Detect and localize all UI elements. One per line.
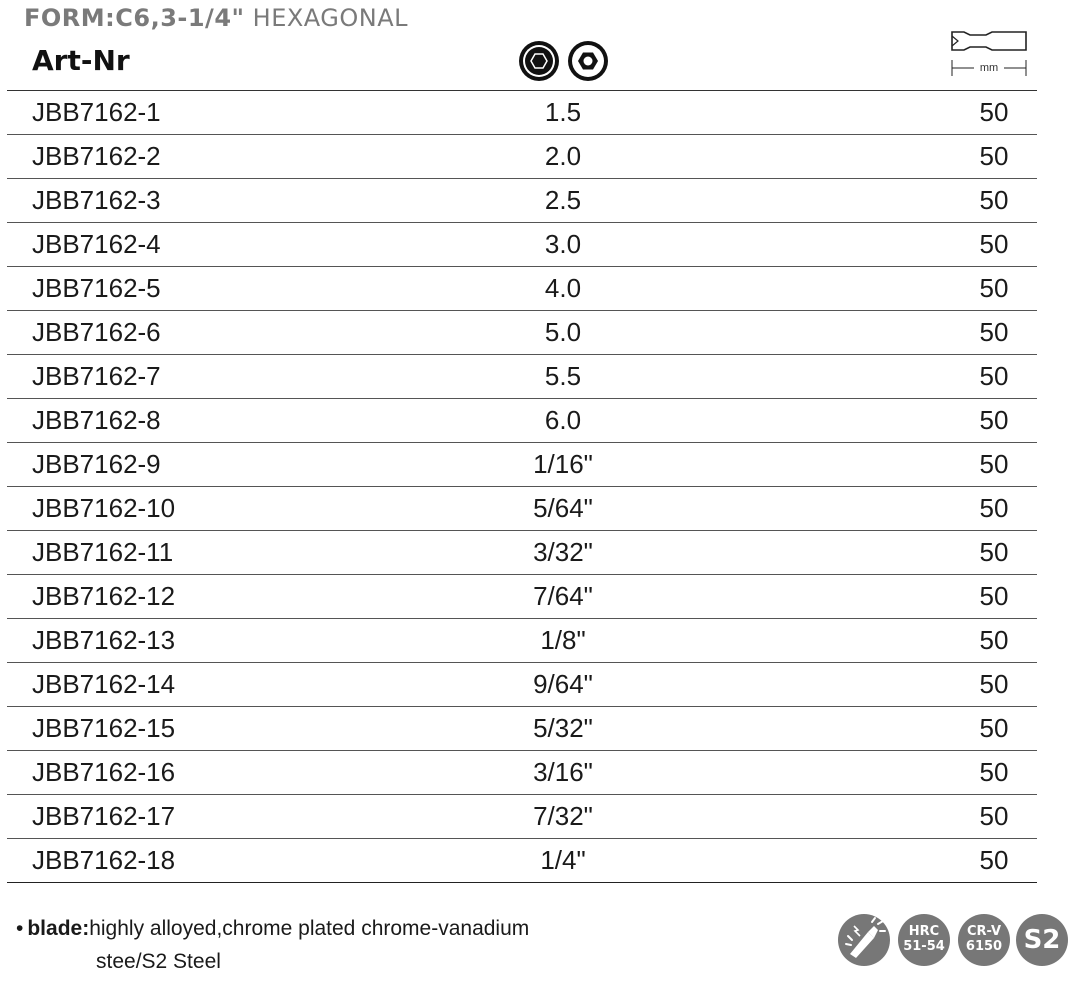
length-cell: 50 (979, 537, 1009, 567)
table-row (7, 91, 1037, 135)
spec-table (7, 91, 1037, 883)
table-row (7, 839, 1037, 883)
length-cell: 50 (979, 625, 1009, 655)
size-cell: 4.0 (544, 273, 582, 303)
art-number-cell: JBB7162-11 (32, 537, 174, 567)
art-number-cell: JBB7162-5 (32, 273, 161, 303)
length-cell: 50 (979, 185, 1009, 215)
table-row (7, 355, 1037, 399)
size-cell: 5/64" (533, 493, 593, 523)
size-cell: 6.0 (544, 405, 582, 435)
size-cell: 5/32" (533, 713, 593, 743)
table-row (7, 179, 1037, 223)
art-number-cell: JBB7162-9 (32, 449, 161, 479)
table-row (7, 663, 1037, 707)
length-cell: 50 (979, 581, 1009, 611)
size-cell: 7/32" (533, 801, 593, 831)
s2-badge (1016, 914, 1068, 966)
length-cell: 50 (979, 97, 1009, 127)
s2-label: S2 (1023, 925, 1061, 955)
size-cell: 2.5 (544, 185, 582, 215)
note-label: blade: (27, 917, 90, 940)
art-number-cell: JBB7162-3 (32, 185, 161, 215)
art-number-cell: JBB7162-6 (32, 317, 161, 347)
hex-socket-icon (519, 41, 559, 81)
length-cell: 50 (979, 229, 1009, 259)
length-cell: 50 (979, 361, 1009, 391)
size-cell: 9/64" (533, 669, 593, 699)
art-number-cell: JBB7162-18 (32, 845, 176, 875)
form-title (24, 4, 408, 32)
table-row (7, 267, 1037, 311)
size-cell: 3.0 (544, 229, 582, 259)
crv-badge (958, 914, 1010, 966)
art-nr-header: Art-Nr (32, 44, 130, 77)
hrc-label: HRC (908, 924, 940, 939)
art-number-cell: JBB7162-7 (32, 361, 161, 391)
art-number-cell: JBB7162-12 (32, 581, 176, 611)
size-cell: 3/16" (533, 757, 593, 787)
length-cell: 50 (979, 669, 1009, 699)
length-cell: 50 (979, 845, 1009, 875)
blade-note (16, 912, 529, 978)
table-row (7, 575, 1037, 619)
impact-badge (838, 914, 890, 966)
size-cell: 2.0 (544, 141, 582, 171)
table-row (7, 619, 1037, 663)
art-number-cell: JBB7162-16 (32, 757, 176, 787)
table-row (7, 531, 1037, 575)
art-number-cell: JBB7162-14 (32, 669, 176, 699)
form-title-suffix: HEXAGONAL (252, 4, 409, 32)
table-row (7, 311, 1037, 355)
length-cell: 50 (979, 273, 1009, 303)
length-cell: 50 (979, 713, 1009, 743)
art-number-cell: JBB7162-1 (32, 97, 161, 127)
impact-bit-icon (838, 914, 890, 966)
length-unit: mm (974, 62, 1004, 74)
art-number-cell: JBB7162-4 (32, 229, 161, 259)
art-number-cell: JBB7162-17 (32, 801, 176, 831)
note-text-2: stee/S2 Steel (96, 950, 221, 973)
length-cell: 50 (979, 757, 1009, 787)
table-row (7, 223, 1037, 267)
table-row (7, 135, 1037, 179)
art-number-cell: JBB7162-8 (32, 405, 161, 435)
table-row (7, 487, 1037, 531)
size-cell: 1.5 (544, 97, 582, 127)
hrc-badge (898, 914, 950, 966)
art-number-cell: JBB7162-15 (32, 713, 176, 743)
length-cell: 50 (979, 317, 1009, 347)
size-cell: 5.5 (544, 361, 582, 391)
size-cell: 3/32" (533, 537, 593, 567)
length-cell: 50 (979, 141, 1009, 171)
length-cell: 50 (979, 449, 1009, 479)
size-cell: 1/4" (540, 845, 586, 875)
size-cell: 1/16" (533, 449, 593, 479)
crv-label: CR-V (966, 924, 1002, 939)
length-cell: 50 (979, 493, 1009, 523)
crv-value: 6150 (965, 939, 1003, 954)
art-number-cell: JBB7162-2 (32, 141, 161, 171)
table-row (7, 751, 1037, 795)
art-number-cell: JBB7162-13 (32, 625, 176, 655)
note-bullet: • (16, 917, 24, 940)
size-cell: 7/64" (533, 581, 593, 611)
size-cell: 1/8" (540, 625, 586, 655)
note-text-1: highly alloyed,chrome plated chrome-vanadium (89, 917, 530, 940)
size-cell: 5.0 (544, 317, 582, 347)
material-badges (838, 914, 1070, 968)
length-cell: 50 (979, 801, 1009, 831)
table-row (7, 399, 1037, 443)
table-row (7, 795, 1037, 839)
table-row (7, 443, 1037, 487)
table-row (7, 707, 1037, 751)
length-cell: 50 (979, 405, 1009, 435)
length-header (946, 24, 1032, 80)
form-title-prefix: FORM:C6,3-1/4" (24, 4, 245, 32)
art-number-cell: JBB7162-10 (32, 493, 176, 523)
size-header (518, 40, 614, 82)
hex-socket-inner-icon (568, 41, 608, 81)
hrc-value: 51-54 (903, 939, 945, 954)
